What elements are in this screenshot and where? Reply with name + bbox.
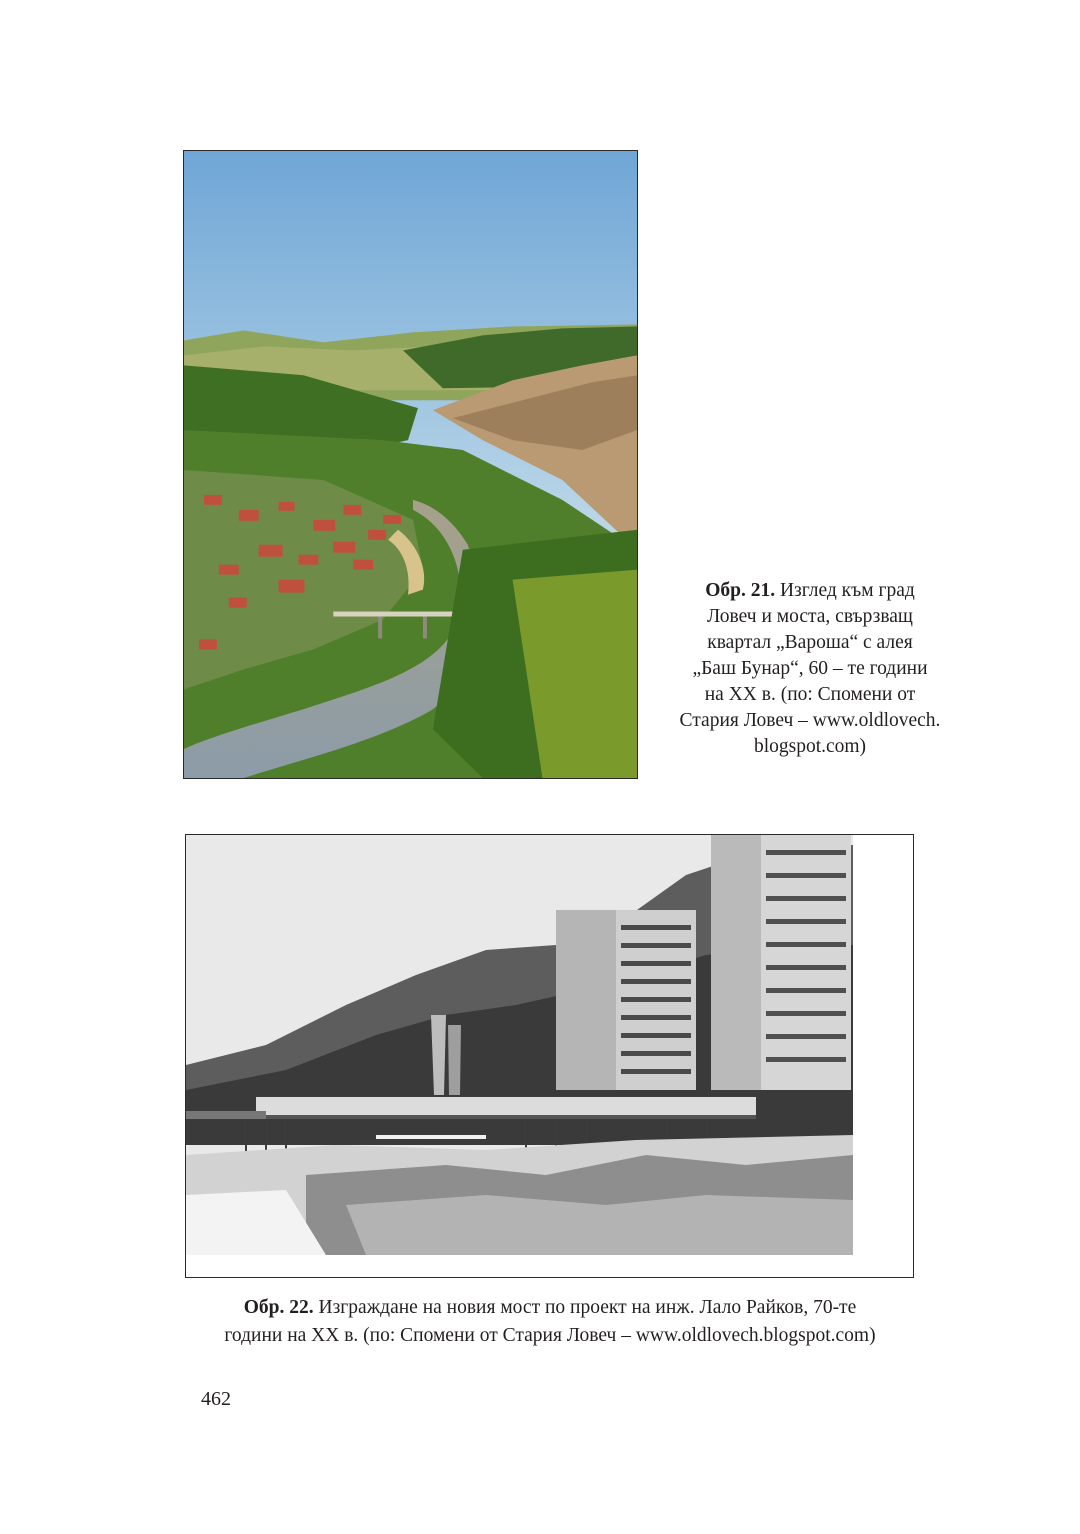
figure-21-caption: [650, 578, 970, 760]
caption-line: blogspot.com): [753, 736, 867, 757]
caption-line: на ХХ в. (по: Спомени от: [704, 684, 916, 705]
caption-line: Изглед към град: [775, 580, 915, 601]
caption-line: квартал „Вароша“ с алея: [707, 632, 913, 653]
figure-22-caption: [150, 1294, 950, 1350]
caption-line: години на ХХ в. (по: Спомени от Стария Ловеч – www.oldlovech.blogspot.com): [224, 1325, 876, 1346]
caption-line: Ловеч и моста, свързващ: [707, 606, 913, 627]
figure-22-frame: [185, 834, 914, 1278]
caption-line: „Баш Бунар“, 60 – те години: [692, 658, 928, 679]
page-number: 462: [201, 1388, 231, 1410]
caption-line: Стария Ловеч – www.oldlovech.: [679, 710, 941, 731]
figure-21-label: Обр. 21.: [705, 580, 776, 601]
figure-22-label: Обр. 22.: [243, 1297, 314, 1318]
figure-22-photo: [186, 835, 853, 1255]
caption-line: Изграждане на новия мост по проект на инж. Лало Райков, 70-те: [313, 1297, 857, 1318]
figure-21-photo: [183, 150, 638, 779]
